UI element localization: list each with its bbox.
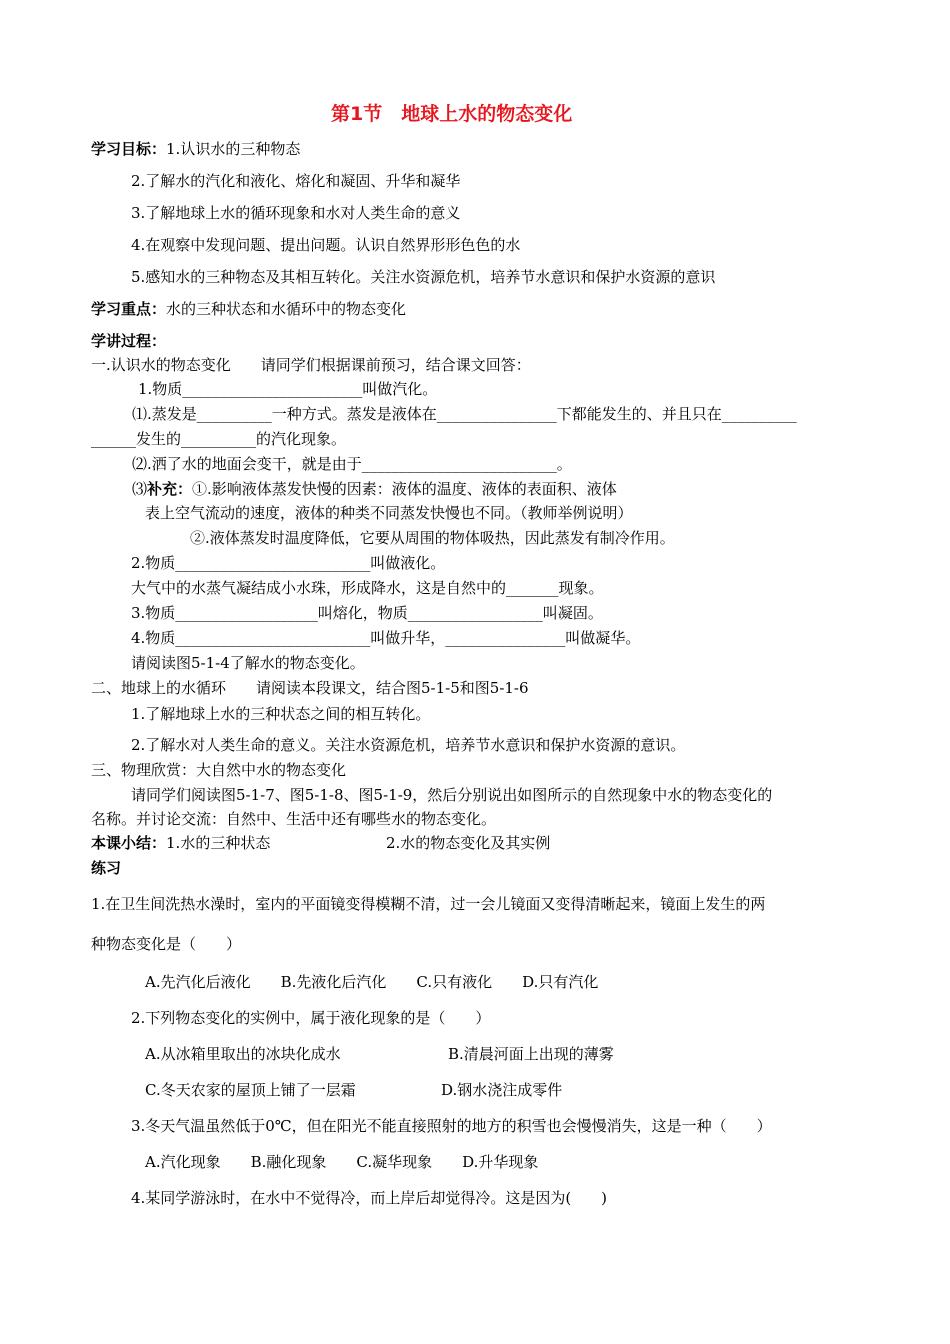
process-line: 请阅读图5-1-4了解水的物态变化。 — [131, 654, 365, 672]
process-line: 表上空气流动的速度，液体的种类不同蒸发快慢也不同。（教师举例说明） — [145, 504, 633, 522]
goal-item: 1.认识水的三种物态 — [166, 140, 301, 158]
page-title: 第1节 地球上水的物态变化 — [331, 103, 573, 125]
goal-item: 2.了解水的汽化和液化、熔化和凝固、升华和凝华 — [131, 172, 461, 190]
practice-line: B.清晨河面上出现的薄雾 — [448, 1045, 614, 1063]
summary-line — [91, 833, 270, 853]
practice-line: 3.冬天气温虽然低于0℃，但在阳光不能直接照射的地方的积雪也会慢慢消失，这是一种（ ） — [131, 1117, 772, 1135]
practice-line: C.冬天农家的屋顶上铺了一层霜 — [145, 1081, 356, 1099]
summary-item: 1.水的三种状态 — [166, 834, 271, 852]
summary-item: 2.水的物态变化及其实例 — [386, 834, 551, 852]
practice-label: 练习 — [91, 859, 122, 877]
process-line: 1.了解地球上水的三种状态之间的相互转化。 — [131, 705, 431, 723]
supplement-line — [132, 479, 617, 499]
process-line: 2.物质__________________________叫做液化。 — [131, 554, 446, 572]
practice-line: A.汽化现象 B.融化现象 C.凝华现象 D.升华现象 — [145, 1153, 539, 1171]
process-label: 学讲过程： — [91, 332, 167, 350]
goal-item: 4.在观察中发现问题、提出问题。认识自然界形形色色的水 — [131, 236, 521, 254]
process-line: ②.液体蒸发时温度降低，它要从周围的物体吸热，因此蒸发有制冷作用。 — [190, 529, 675, 547]
process-line: 3.物质___________________叫熔化，物质__________________叫凝固。 — [131, 604, 603, 622]
focus-label: 学习重点： — [91, 300, 167, 318]
process-line: ⑴.蒸发是__________一种方式。蒸发是液体在________________下都能发生的、并且只在__________ — [132, 405, 797, 423]
practice-line: 2.下列物态变化的实例中，属于液化现象的是（ ） — [131, 1009, 491, 1027]
process-line: 三、物理欣赏：大自然中水的物态变化 — [91, 761, 347, 779]
practice-line: 4.某同学游泳时，在水中不觉得冷，而上岸后却觉得冷。这是因为( ) — [131, 1189, 608, 1207]
goals-line — [91, 139, 300, 159]
practice-line: D.钢水浇注成零件 — [441, 1081, 563, 1099]
process-line: 名称。并讨论交流：自然中、生活中还有哪些水的物态变化。 — [91, 810, 497, 828]
goals-label: 学习目标： — [91, 140, 167, 158]
practice-line: A.先汽化后液化 B.先液化后汽化 C.只有液化 D.只有汽化 — [145, 973, 599, 991]
process-line: 1.物质________________________叫做汽化。 — [138, 380, 438, 398]
process-line: 大气中的水蒸气凝结成小水珠，形成降水，这是自然中的_______现象。 — [131, 579, 604, 597]
supplement-item: ①.影响液体蒸发快慢的因素：液体的温度、液体的表面积、液体 — [192, 480, 617, 498]
process-line: ______发生的__________的汽化现象。 — [91, 430, 347, 448]
focus-line — [91, 299, 406, 319]
supplement-prefix: ⑶ — [132, 480, 148, 498]
process-line: 4.物质__________________________叫做升华，________________叫做凝华。 — [131, 629, 641, 647]
process-line: 2.了解水对人类生命的意义。关注水资源危机，培养节水意识和保护水资源的意识。 — [131, 736, 686, 754]
goal-item: 3.了解地球上水的循环现象和水对人类生命的意义 — [131, 204, 461, 222]
practice-line: 种物态变化是（ ） — [91, 935, 242, 953]
summary-label: 本课小结： — [91, 834, 167, 852]
process-line: 一.认识水的物态变化 请同学们根据课前预习，结合课文回答： — [91, 356, 531, 374]
practice-line: 1.在卫生间洗热水澡时，室内的平面镜变得模糊不清，过一会儿镜面又变得清晰起来，镜面上发生的两 — [91, 895, 766, 913]
process-line: ⑵.洒了水的地面会变干，就是由于__________________________。 — [132, 455, 572, 473]
supplement-label: 补充： — [147, 480, 193, 498]
practice-line: A.从冰箱里取出的冰块化成水 — [145, 1045, 341, 1063]
process-line: 二、地球上的水循环 请阅读本段课文，结合图5-1-5和图5-1-6 — [91, 679, 529, 697]
focus-text: 水的三种状态和水循环中的物态变化 — [166, 300, 407, 318]
goal-item: 5.感知水的三种物态及其相互转化。关注水资源危机，培养节水意识和保护水资源的意识 — [131, 268, 716, 286]
process-line: 请同学们阅读图5-1-7、图5-1-8、图5-1-9，然后分别说出如图所示的自然现象中水的物态变化的 — [131, 786, 773, 804]
